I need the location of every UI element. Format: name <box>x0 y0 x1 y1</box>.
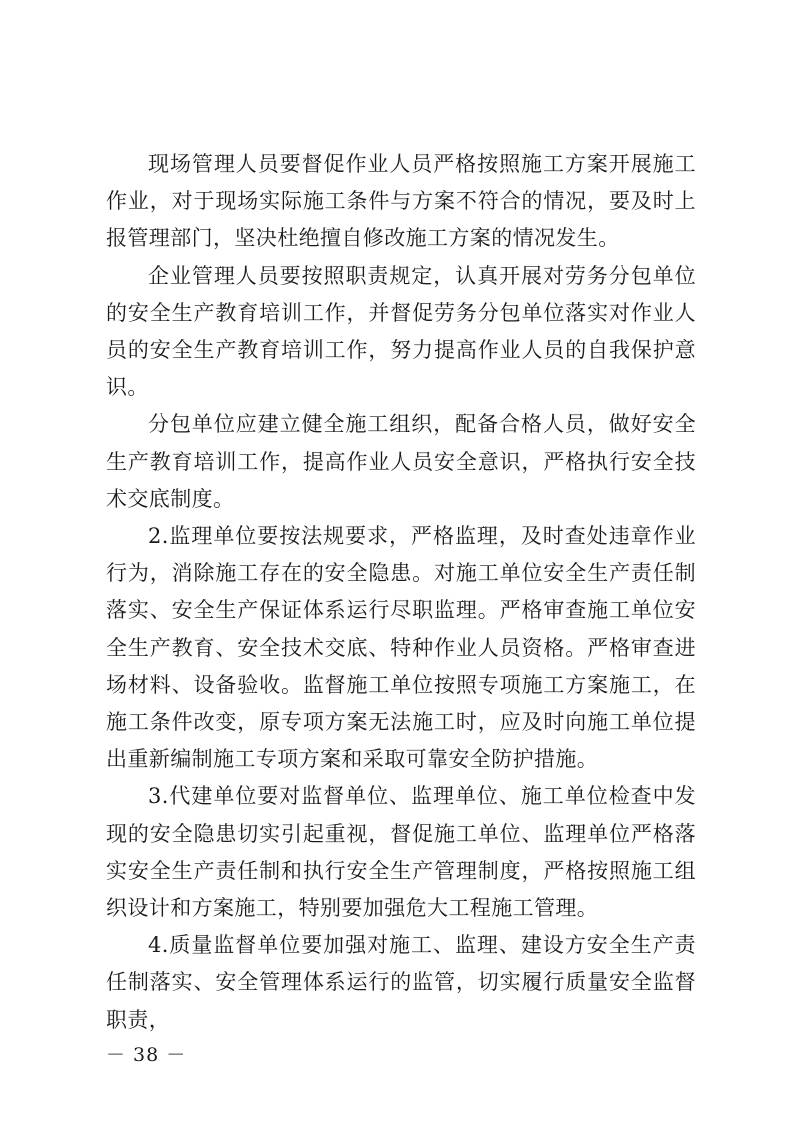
paragraph-enterprise-managers: 企业管理人员要按照职责规定，认真开展对劳务分包单位的安全生产教育培训工作，并督促劳务分包单位落实对作业人员的安全生产教育培训工作，努力提高作业人员的自我保护意识。 <box>106 263 696 400</box>
paragraph-quality-supervision: 4.质量监督单位要加强对施工、监理、建设方安全生产责任制落实、安全管理体系运行的监管，切实履行质量安全监督职责， <box>106 933 696 1032</box>
paragraph-subcontractors: 分包单位应建立健全施工组织，配备合格人员，做好安全生产教育培训工作，提高作业人员安全意识，严格执行安全技术交底制度。 <box>106 412 696 511</box>
body-text <box>106 146 696 1039</box>
page-number: － 38 － <box>106 1044 187 1066</box>
paragraph-site-managers: 现场管理人员要督促作业人员严格按照施工方案开展施工作业，对于现场实际施工条件与方案不符合的情况，要及时上报管理部门，坚决杜绝擅自修改施工方案的情况发生。 <box>106 152 696 251</box>
paragraph-supervision-units: 2.监理单位要按法规要求，严格监理，及时查处违章作业行为，消除施工存在的安全隐患。对施工单位安全生产责任制落实、安全生产保证体系运行尽职监理。严格审查施工单位安全生产教育、安全技术交底、特种作业人员资格。严格审查进场材料、设备验收。监督施工单位按照专项施工方案施工，在施工条件改变，原专项方案无法施工时，应及时向施工单位提出重新编制施工专项方案和采取可靠安全防护措施。 <box>106 524 696 772</box>
paragraph-agent-construction-units: 3.代建单位要对监督单位、监理单位、施工单位检查中发现的安全隐患切实引起重视，督促施工单位、监理单位严格落实安全生产责任制和执行安全生产管理制度，严格按照施工组织设计和方案施工，特别要加强危大工程施工管理。 <box>106 784 696 921</box>
